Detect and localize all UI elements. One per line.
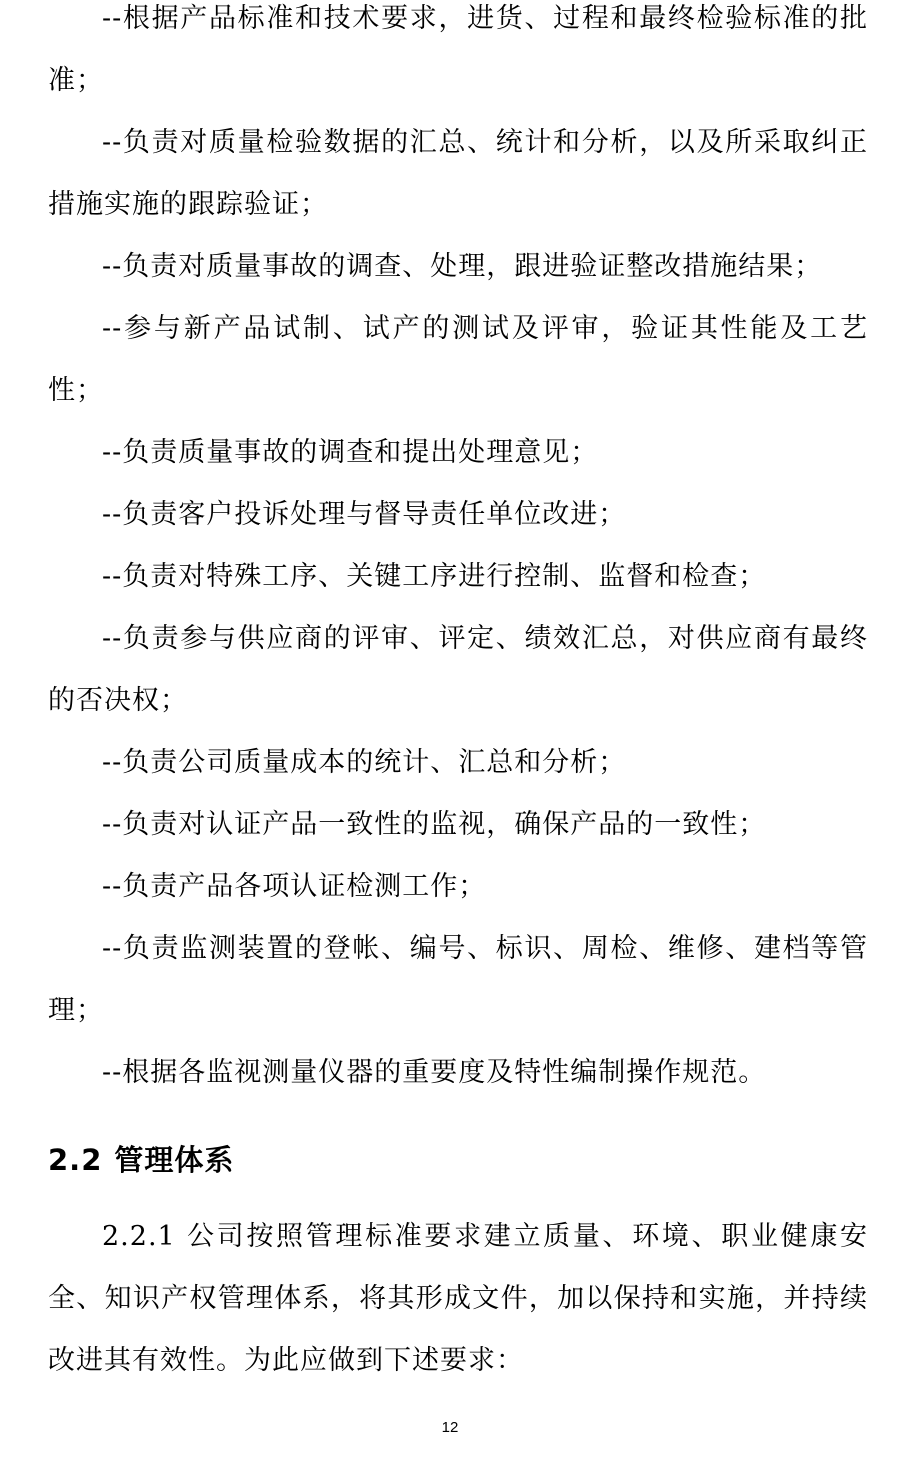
duty-paragraph: --根据各监视测量仪器的重要度及特性编制操作规范。 xyxy=(102,1057,767,1088)
duty-paragraph: --负责监测装置的登帐、编号、标识、周检、维修、建档等管理； xyxy=(48,933,868,1026)
page-content xyxy=(48,0,868,1392)
duty-paragraph: --根据产品标准和技术要求，进货、过程和最终检验标准的批准； xyxy=(48,3,868,96)
section-paragraph: 2.2.1 公司按照管理标准要求建立质量、环境、职业健康安全、知识产权管理体系，将其形成文件，加以保持和实施，并持续改进其有效性。为此应做到下述要求： xyxy=(48,1221,868,1376)
page-number: 12 xyxy=(441,1419,459,1436)
duty-paragraph: --负责产品各项认证检测工作； xyxy=(102,871,487,902)
duty-paragraph: --负责对质量事故的调查、处理，跟进验证整改措施结果； xyxy=(102,251,823,282)
duty-paragraph: --负责对质量检验数据的汇总、统计和分析，以及所采取纠正措施实施的跟踪验证； xyxy=(48,127,868,220)
duty-paragraph: --负责对特殊工序、关键工序进行控制、监督和检查； xyxy=(102,561,767,592)
duty-paragraph: --负责公司质量成本的统计、汇总和分析； xyxy=(102,747,627,778)
duty-paragraph: --负责参与供应商的评审、评定、绩效汇总，对供应商有最终的否决权； xyxy=(48,623,868,716)
section-title: 管理体系 xyxy=(114,1143,235,1177)
duty-paragraph: --负责质量事故的调查和提出处理意见； xyxy=(102,437,599,468)
duty-paragraph: --参与新产品试制、试产的测试及评审，验证其性能及工艺性； xyxy=(48,313,868,406)
duty-paragraph: --负责对认证产品一致性的监视，确保产品的一致性； xyxy=(102,809,767,840)
section-number: 2.2 xyxy=(48,1143,103,1177)
duty-paragraph: --负责客户投诉处理与督导责任单位改进； xyxy=(102,499,627,530)
section-heading xyxy=(48,1130,868,1190)
